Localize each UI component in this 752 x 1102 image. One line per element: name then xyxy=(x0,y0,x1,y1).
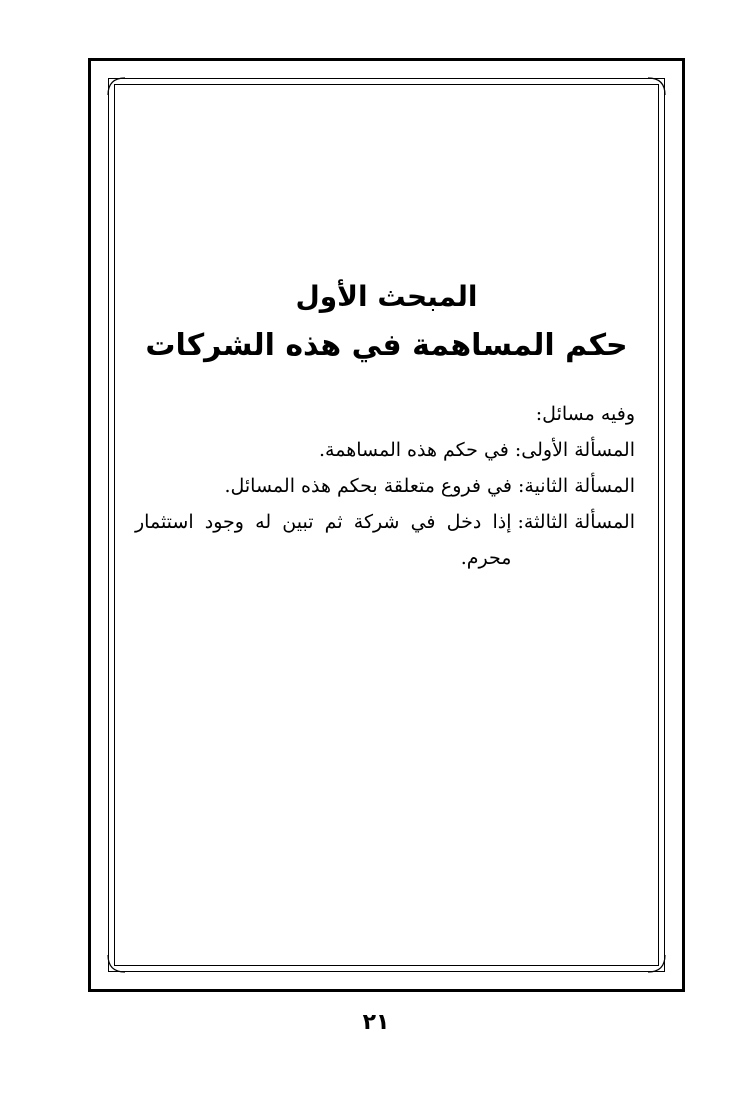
corner-ornament-top-right xyxy=(646,75,668,97)
section-title: المبحث الأول xyxy=(295,280,478,313)
issue-label: المسألة الأولى: xyxy=(514,439,635,461)
corner-ornament-bottom-right xyxy=(646,953,668,975)
issue-item xyxy=(135,432,635,468)
issue-label: المسألة الثانية: xyxy=(517,475,635,497)
corner-ornament-bottom-left xyxy=(105,953,127,975)
issue-label: المسألة الثالثة: xyxy=(517,511,635,533)
page-number: ٢١ xyxy=(362,1010,390,1035)
issue-text: في حكم هذه المساهمة. xyxy=(318,439,509,461)
issue-text: في فروع متعلقة بحكم هذه المسائل. xyxy=(224,475,512,497)
section-content xyxy=(135,396,635,576)
section-subtitle: حكم المساهمة في هذه الشركات xyxy=(145,328,628,363)
issue-text: إذا دخل في شركة ثم تبين له وجود استثمار محرم. xyxy=(135,511,512,569)
corner-ornament-top-left xyxy=(105,75,127,97)
issue-item xyxy=(135,504,635,576)
issue-item xyxy=(135,468,635,504)
intro-text: وفيه مسائل: xyxy=(535,403,635,425)
